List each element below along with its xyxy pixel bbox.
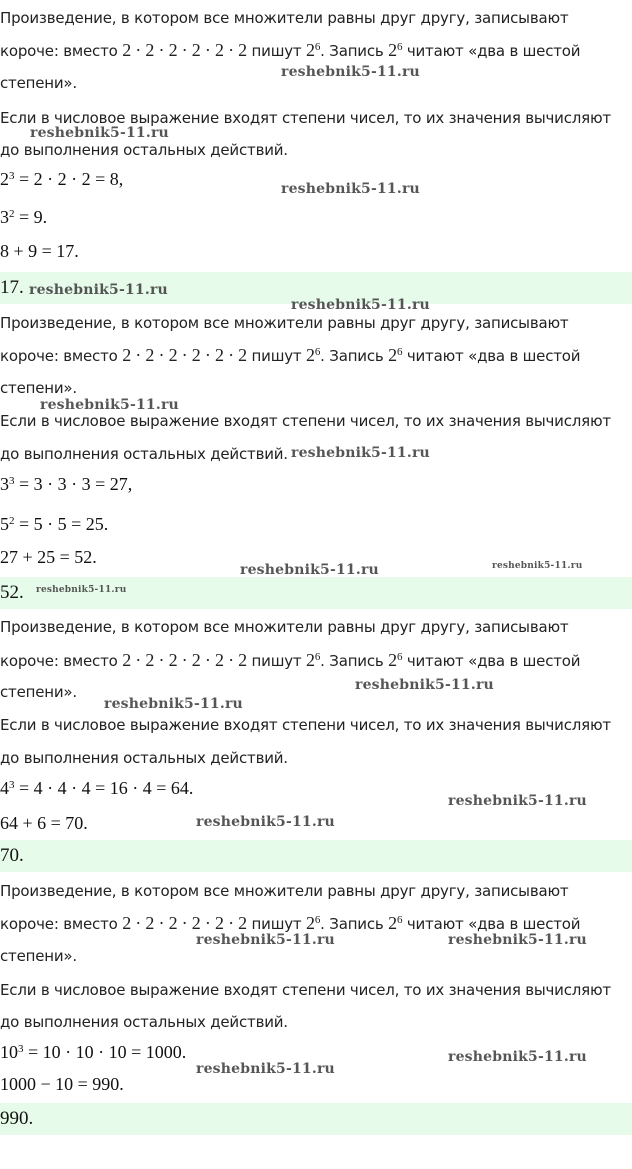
watermark: reshebnik5-11.ru (40, 397, 179, 413)
watermark: reshebnik5-11.ru (291, 445, 430, 461)
section-3-para2-line1: Если в числовое выражение входят степени чисел, то их значения вычисляют (0, 716, 611, 734)
section-2-para1-line3: степени». (0, 379, 77, 397)
section-4-answer-box (0, 1103, 632, 1135)
watermark: reshebnik5-11.ru (355, 677, 494, 693)
section-4-para1-line2: короче: вместо 2 · 2 · 2 · 2 · 2 · 2 пишут $2^6$. Запись $2^6$ читают «два в шестой (0, 913, 581, 933)
section-2-step-1: $3^3 = 3 \cdot 3 \cdot 3 = 27$, (0, 474, 133, 494)
watermark: reshebnik5-11.ru (104, 696, 243, 712)
watermark: reshebnik5-11.ru (29, 282, 168, 298)
section-1-para2-line1: Если в числовое выражение входят степени чисел, то их значения вычисляют (0, 109, 611, 127)
watermark: reshebnik5-11.ru (448, 1049, 587, 1065)
watermark: reshebnik5-11.ru (281, 181, 420, 197)
watermark: reshebnik5-11.ru (196, 1061, 335, 1077)
section-3-answer: 70. (0, 845, 24, 866)
section-4-para1-line3: степени». (0, 947, 77, 965)
section-3-answer-box (0, 840, 632, 872)
section-1-para1-line1: Произведение, в котором все множители равны друг другу, записывают (0, 9, 569, 27)
watermark: reshebnik5-11.ru (448, 932, 587, 948)
section-1-para2-line2: до выполнения остальных действий. (0, 141, 288, 159)
section-1-para1-line2: короче: вместо 2 · 2 · 2 · 2 · 2 · 2 пишут $2^6$. Запись $2^6$ читают «два в шестой (0, 40, 581, 60)
watermark: reshebnik5-11.ru (448, 793, 587, 809)
watermark: reshebnik5-11.ru (30, 125, 169, 141)
section-2-para1-line1: Произведение, в котором все множители равны друг другу, записывают (0, 314, 569, 332)
section-3-para1-line2: короче: вместо 2 · 2 · 2 · 2 · 2 · 2 пишут $2^6$. Запись $2^6$ читают «два в шестой (0, 650, 581, 670)
section-2-para2-line2: до выполнения остальных действий. (0, 445, 288, 463)
watermark: reshebnik5-11.ru (36, 585, 127, 595)
section-1-para1-line3: степени». (0, 74, 77, 92)
section-2-para2-line1: Если в числовое выражение входят степени чисел, то их значения вычисляют (0, 412, 611, 430)
section-2-para1-line2: короче: вместо 2 · 2 · 2 · 2 · 2 · 2 пишут $2^6$. Запись $2^6$ читают «два в шестой (0, 345, 581, 365)
section-2-step-2: $5^2 = 5 \cdot 5 = 25$. (0, 514, 109, 534)
section-2-step-3: 27 + 25 = 52. (0, 547, 97, 567)
watermark: reshebnik5-11.ru (196, 814, 335, 830)
section-4-answer: 990. (0, 1108, 34, 1129)
section-4-step-1: $10^3 = 10 \cdot 10 \cdot 10 = 1000$. (0, 1042, 187, 1062)
section-1-answer: 17. (0, 277, 24, 298)
watermark: reshebnik5-11.ru (240, 562, 379, 578)
section-1-step-2: $3^2 = 9$. (0, 207, 48, 227)
section-3-para1-line3: степени». (0, 683, 77, 701)
section-4-para2-line2: до выполнения остальных действий. (0, 1013, 288, 1031)
watermark: reshebnik5-11.ru (281, 64, 420, 80)
section-3-para2-line2: до выполнения остальных действий. (0, 749, 288, 767)
section-3-para1-line1: Произведение, в котором все множители равны друг другу, записывают (0, 618, 569, 636)
section-4-para2-line1: Если в числовое выражение входят степени чисел, то их значения вычисляют (0, 981, 611, 999)
watermark: reshebnik5-11.ru (291, 297, 430, 313)
section-4-para1-line1: Произведение, в котором все множители равны друг другу, записывают (0, 882, 569, 900)
section-3-step-2: 64 + 6 = 70. (0, 813, 88, 833)
section-1-step-1: $2^3 = 2 \cdot 2 \cdot 2 = 8$, (0, 169, 124, 189)
watermark: reshebnik5-11.ru (196, 932, 335, 948)
section-2-answer: 52. (0, 582, 24, 603)
section-1-step-3: 8 + 9 = 17. (0, 241, 79, 261)
section-4-step-2: 1000 − 10 = 990. (0, 1074, 124, 1094)
section-3-step-1: $4^3 = 4 \cdot 4 \cdot 4 = 16 \cdot 4 = 64$. (0, 778, 194, 798)
watermark: reshebnik5-11.ru (492, 561, 583, 571)
